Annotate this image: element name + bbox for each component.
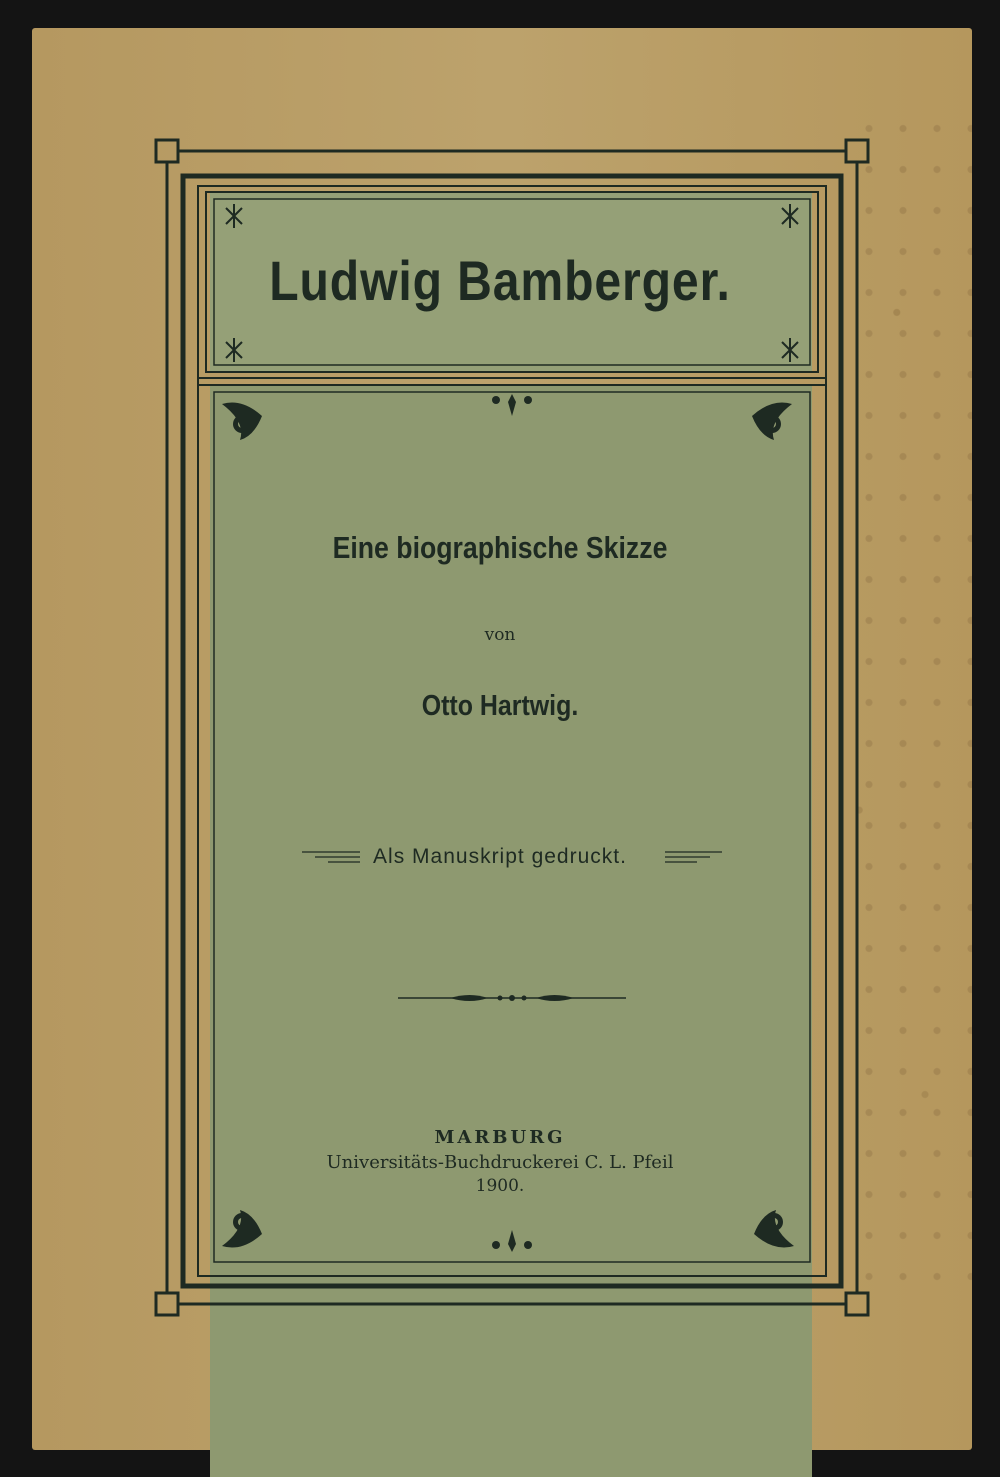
- imprint-printer: Universitäts-Buchdruckerei C. L. Pfeil: [326, 1152, 674, 1173]
- corner-square-tl: [156, 140, 178, 162]
- corner-square-bl: [156, 1293, 178, 1315]
- print-note: Als Manuskript gedruckt.: [373, 845, 627, 868]
- corner-square-tr: [846, 140, 868, 162]
- corner-square-br: [846, 1293, 868, 1315]
- by-label: von: [484, 625, 516, 645]
- author-name: Otto Hartwig.: [421, 690, 579, 722]
- imprint-city: MARBURG: [434, 1127, 566, 1148]
- book-title: Ludwig Bamberger.: [269, 249, 731, 312]
- book-subtitle: Eine biographische Skizze: [332, 530, 668, 565]
- imprint-year: 1900.: [475, 1176, 525, 1196]
